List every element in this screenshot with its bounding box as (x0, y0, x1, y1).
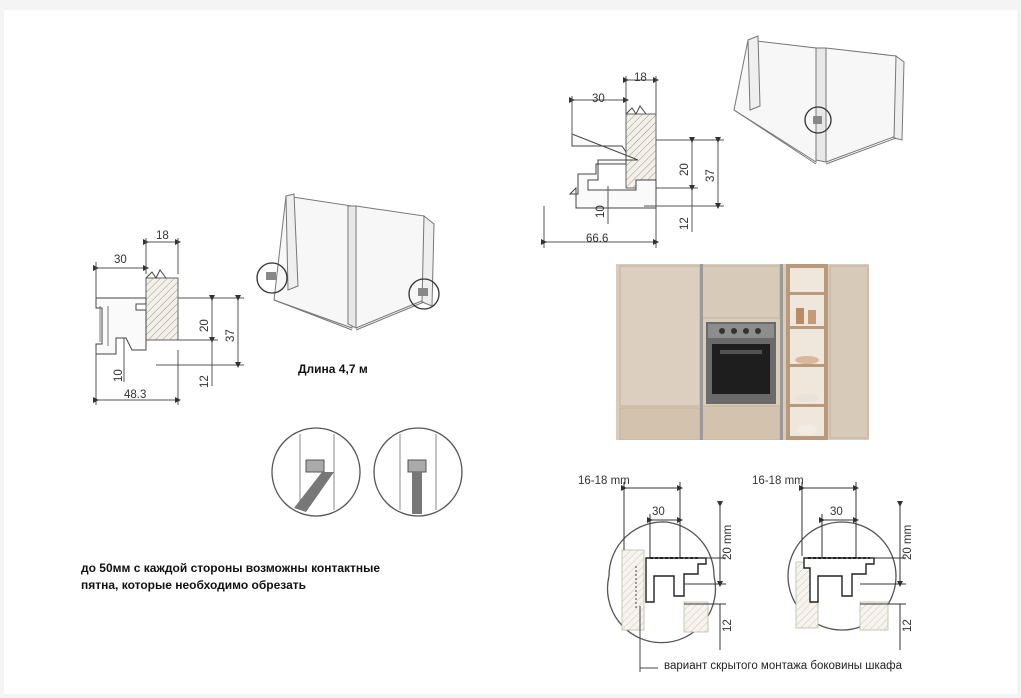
right-dim-20: 20 (679, 163, 691, 176)
right-dim-30: 30 (592, 93, 605, 105)
left-dim-48: 48.3 (124, 389, 147, 401)
length-label: Длина 4,7 м (298, 362, 368, 376)
left-detail-dim-12: 12 (722, 619, 734, 632)
right-dim-10: 10 (595, 205, 607, 218)
left-detail-dim-20: 20 mm (722, 524, 734, 560)
left-dim-20: 20 (199, 319, 211, 332)
right-cabinet-illustration (734, 36, 904, 164)
right-detail-dim-12: 12 (902, 619, 914, 632)
right-detail-thickness: 16-18 mm (752, 475, 804, 487)
left-dim-10: 10 (113, 369, 125, 382)
left-detail-thickness: 16-18 mm (578, 475, 630, 487)
right-dim-18: 18 (634, 72, 647, 84)
right-cabinet-profile-marker (813, 116, 822, 124)
left-detail-dim-30: 30 (652, 506, 665, 518)
right-profile-section (544, 76, 724, 248)
trim-note-line-1: до 50мм с каждой стороны возможны контактные (81, 561, 381, 575)
left-dim-30: 30 (114, 254, 127, 266)
kitchen-photo-illustration (616, 264, 869, 440)
left-cabinet-profile-marker-2 (418, 288, 428, 296)
trim-note (81, 560, 380, 594)
right-dim-66: 66.6 (586, 233, 609, 245)
right-detail-dim-30: 30 (830, 506, 843, 518)
trim-note-line-2: пятна, которые необходимо обрезать (81, 578, 306, 592)
right-dim-12: 12 (679, 217, 691, 230)
mounting-detail-right (788, 522, 896, 630)
hidden-mount-caption: вариант скрытого монтажа боковины шкафа (664, 660, 903, 672)
right-detail-dim-20: 20 mm (902, 524, 914, 560)
drawing-sheet (4, 10, 1017, 694)
left-dim-37: 37 (225, 329, 237, 342)
left-dim-12: 12 (199, 375, 211, 388)
right-dim-37: 37 (705, 169, 717, 182)
kitchen-photo (616, 264, 869, 440)
trim-detail-circle-right (374, 428, 462, 516)
trim-detail-circle-left (272, 428, 360, 516)
left-cabinet-profile-marker-1 (266, 272, 276, 280)
left-dim-18: 18 (156, 230, 169, 242)
left-cabinet-illustration (274, 194, 434, 330)
